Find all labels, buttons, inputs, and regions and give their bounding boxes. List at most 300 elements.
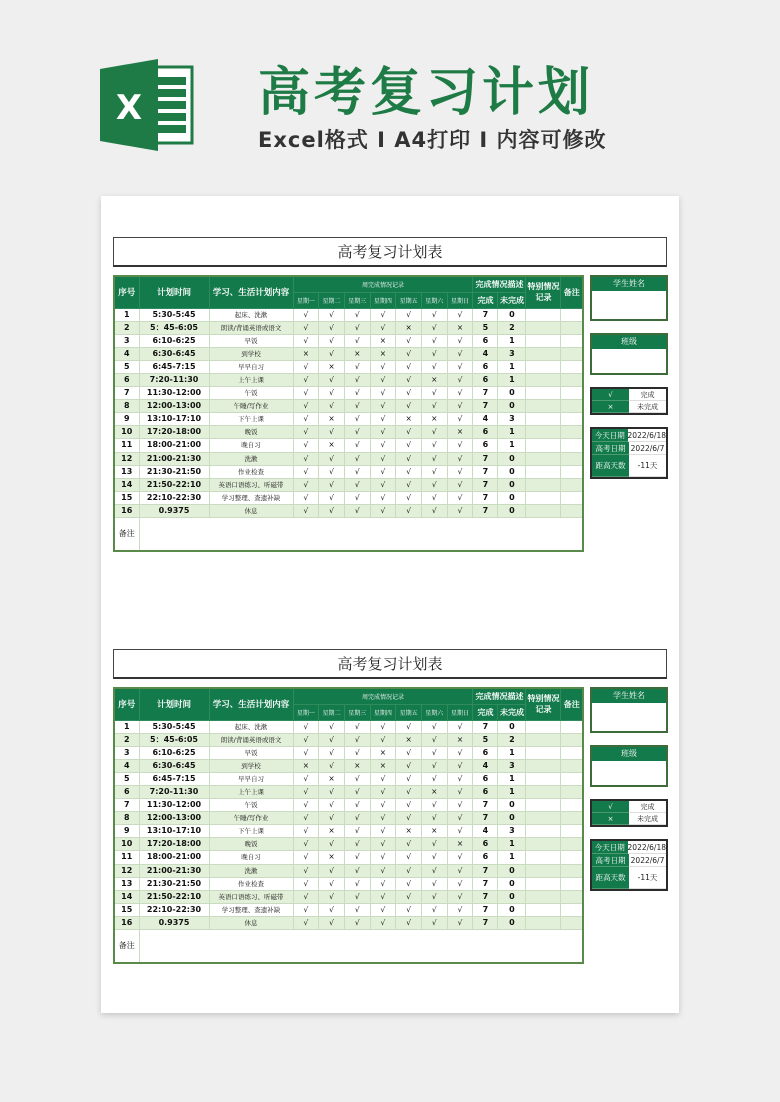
day-mark-cell[interactable]: √ xyxy=(421,733,447,746)
day-mark-cell[interactable]: √ xyxy=(447,864,473,877)
day-mark-cell[interactable]: × xyxy=(447,426,473,439)
content-cell[interactable]: 起床、洗漱 xyxy=(209,720,293,733)
day-mark-cell[interactable]: √ xyxy=(421,799,447,812)
time-cell[interactable]: 0.9375 xyxy=(139,916,209,929)
day-mark-cell[interactable]: √ xyxy=(396,334,422,347)
day-mark-cell[interactable]: √ xyxy=(421,851,447,864)
day-mark-cell[interactable]: √ xyxy=(396,373,422,386)
day-mark-cell[interactable]: √ xyxy=(370,373,396,386)
day-mark-cell[interactable]: √ xyxy=(319,334,345,347)
day-mark-cell[interactable]: √ xyxy=(421,452,447,465)
content-cell[interactable]: 学习整理、查遗补缺 xyxy=(209,903,293,916)
day-mark-cell[interactable]: √ xyxy=(447,746,473,759)
day-mark-cell[interactable]: √ xyxy=(370,877,396,890)
remark-cell[interactable] xyxy=(561,465,583,478)
day-mark-cell[interactable]: √ xyxy=(421,746,447,759)
day-mark-cell[interactable]: √ xyxy=(396,903,422,916)
day-mark-cell[interactable]: × xyxy=(421,373,447,386)
special-note-cell[interactable] xyxy=(526,347,561,360)
remark-cell[interactable] xyxy=(561,877,583,890)
day-mark-cell[interactable]: √ xyxy=(319,720,345,733)
day-mark-cell[interactable]: √ xyxy=(447,916,473,929)
special-note-cell[interactable] xyxy=(526,851,561,864)
day-mark-cell[interactable]: √ xyxy=(396,491,422,504)
day-mark-cell[interactable]: √ xyxy=(447,373,473,386)
time-cell[interactable]: 5：45-6:05 xyxy=(139,321,209,334)
day-mark-cell[interactable]: √ xyxy=(370,413,396,426)
day-mark-cell[interactable]: √ xyxy=(370,478,396,491)
time-cell[interactable]: 5：45-6:05 xyxy=(139,733,209,746)
day-mark-cell[interactable]: √ xyxy=(344,864,370,877)
day-mark-cell[interactable]: √ xyxy=(293,720,319,733)
remark-cell[interactable] xyxy=(561,387,583,400)
day-mark-cell[interactable]: √ xyxy=(293,864,319,877)
day-mark-cell[interactable]: √ xyxy=(447,334,473,347)
day-mark-cell[interactable]: √ xyxy=(344,916,370,929)
day-mark-cell[interactable]: √ xyxy=(319,759,345,772)
day-mark-cell[interactable]: √ xyxy=(319,877,345,890)
time-cell[interactable]: 13:10-17:10 xyxy=(139,413,209,426)
day-mark-cell[interactable]: √ xyxy=(447,465,473,478)
day-mark-cell[interactable]: √ xyxy=(293,772,319,785)
today-date-value[interactable]: 2022/6/18 xyxy=(627,843,666,852)
day-mark-cell[interactable]: √ xyxy=(370,851,396,864)
day-mark-cell[interactable]: √ xyxy=(293,334,319,347)
content-cell[interactable]: 早饭 xyxy=(209,334,293,347)
content-cell[interactable]: 学习整理、查遗补缺 xyxy=(209,491,293,504)
time-cell[interactable]: 22:10-22:30 xyxy=(139,903,209,916)
day-mark-cell[interactable]: √ xyxy=(319,465,345,478)
day-mark-cell[interactable]: √ xyxy=(344,720,370,733)
day-mark-cell[interactable]: √ xyxy=(293,439,319,452)
content-cell[interactable]: 英语口语练习、听磁带 xyxy=(209,478,293,491)
day-mark-cell[interactable]: √ xyxy=(344,400,370,413)
special-note-cell[interactable] xyxy=(526,864,561,877)
day-mark-cell[interactable]: √ xyxy=(447,478,473,491)
day-mark-cell[interactable]: √ xyxy=(396,400,422,413)
today-date-value[interactable]: 2022/6/18 xyxy=(627,431,666,440)
content-cell[interactable]: 洗漱 xyxy=(209,452,293,465)
time-cell[interactable]: 18:00-21:00 xyxy=(139,439,209,452)
day-mark-cell[interactable]: √ xyxy=(447,799,473,812)
day-mark-cell[interactable]: √ xyxy=(319,400,345,413)
time-cell[interactable]: 21:50-22:10 xyxy=(139,478,209,491)
time-cell[interactable]: 22:10-22:30 xyxy=(139,491,209,504)
content-cell[interactable]: 晚饭 xyxy=(209,426,293,439)
student-name-field[interactable] xyxy=(592,703,666,731)
day-mark-cell[interactable]: √ xyxy=(421,347,447,360)
day-mark-cell[interactable]: √ xyxy=(447,785,473,798)
day-mark-cell[interactable]: √ xyxy=(421,491,447,504)
day-mark-cell[interactable]: √ xyxy=(370,321,396,334)
day-mark-cell[interactable]: √ xyxy=(447,491,473,504)
note-field[interactable] xyxy=(139,930,583,963)
time-cell[interactable]: 5:30-5:45 xyxy=(139,308,209,321)
day-mark-cell[interactable]: × xyxy=(319,851,345,864)
day-mark-cell[interactable]: √ xyxy=(319,478,345,491)
day-mark-cell[interactable]: √ xyxy=(319,812,345,825)
remark-cell[interactable] xyxy=(561,491,583,504)
remark-cell[interactable] xyxy=(561,400,583,413)
day-mark-cell[interactable]: √ xyxy=(396,347,422,360)
day-mark-cell[interactable]: √ xyxy=(293,373,319,386)
day-mark-cell[interactable]: √ xyxy=(293,825,319,838)
day-mark-cell[interactable]: √ xyxy=(370,733,396,746)
content-cell[interactable]: 朗读/背诵英语或语文 xyxy=(209,733,293,746)
day-mark-cell[interactable]: √ xyxy=(396,785,422,798)
content-cell[interactable]: 下午上课 xyxy=(209,413,293,426)
special-note-cell[interactable] xyxy=(526,321,561,334)
day-mark-cell[interactable]: √ xyxy=(396,772,422,785)
day-mark-cell[interactable]: √ xyxy=(293,890,319,903)
day-mark-cell[interactable]: √ xyxy=(396,452,422,465)
day-mark-cell[interactable]: √ xyxy=(447,851,473,864)
content-cell[interactable]: 上午上课 xyxy=(209,373,293,386)
day-mark-cell[interactable]: √ xyxy=(344,504,370,517)
day-mark-cell[interactable]: √ xyxy=(344,308,370,321)
day-mark-cell[interactable]: √ xyxy=(293,903,319,916)
content-cell[interactable]: 洗漱 xyxy=(209,864,293,877)
day-mark-cell[interactable]: √ xyxy=(344,825,370,838)
day-mark-cell[interactable]: √ xyxy=(370,812,396,825)
remark-cell[interactable] xyxy=(561,903,583,916)
day-mark-cell[interactable]: √ xyxy=(370,890,396,903)
day-mark-cell[interactable]: √ xyxy=(293,916,319,929)
day-mark-cell[interactable]: √ xyxy=(344,452,370,465)
day-mark-cell[interactable]: √ xyxy=(319,903,345,916)
day-mark-cell[interactable]: × xyxy=(447,733,473,746)
remark-cell[interactable] xyxy=(561,347,583,360)
remark-cell[interactable] xyxy=(561,759,583,772)
day-mark-cell[interactable]: √ xyxy=(396,799,422,812)
exam-date-value[interactable]: 2022/6/7 xyxy=(630,444,665,453)
day-mark-cell[interactable]: √ xyxy=(370,799,396,812)
day-mark-cell[interactable]: √ xyxy=(447,387,473,400)
remark-cell[interactable] xyxy=(561,746,583,759)
content-cell[interactable]: 午饭 xyxy=(209,387,293,400)
time-cell[interactable]: 12:00-13:00 xyxy=(139,400,209,413)
special-note-cell[interactable] xyxy=(526,877,561,890)
day-mark-cell[interactable]: × xyxy=(293,347,319,360)
special-note-cell[interactable] xyxy=(526,308,561,321)
day-mark-cell[interactable]: √ xyxy=(344,799,370,812)
time-cell[interactable]: 5:30-5:45 xyxy=(139,720,209,733)
remark-cell[interactable] xyxy=(561,851,583,864)
day-mark-cell[interactable]: √ xyxy=(344,321,370,334)
day-mark-cell[interactable]: × xyxy=(344,759,370,772)
day-mark-cell[interactable]: √ xyxy=(447,877,473,890)
day-mark-cell[interactable]: √ xyxy=(344,465,370,478)
day-mark-cell[interactable]: √ xyxy=(370,360,396,373)
day-mark-cell[interactable]: √ xyxy=(293,785,319,798)
day-mark-cell[interactable]: √ xyxy=(293,321,319,334)
day-mark-cell[interactable]: √ xyxy=(344,746,370,759)
content-cell[interactable]: 早早自习 xyxy=(209,772,293,785)
day-mark-cell[interactable]: √ xyxy=(293,387,319,400)
day-mark-cell[interactable]: √ xyxy=(396,877,422,890)
special-note-cell[interactable] xyxy=(526,504,561,517)
day-mark-cell[interactable]: × xyxy=(421,785,447,798)
day-mark-cell[interactable]: √ xyxy=(344,733,370,746)
special-note-cell[interactable] xyxy=(526,812,561,825)
time-cell[interactable]: 6:10-6:25 xyxy=(139,334,209,347)
time-cell[interactable]: 11:30-12:00 xyxy=(139,799,209,812)
content-cell[interactable]: 下午上课 xyxy=(209,825,293,838)
day-mark-cell[interactable]: × xyxy=(370,746,396,759)
special-note-cell[interactable] xyxy=(526,746,561,759)
special-note-cell[interactable] xyxy=(526,890,561,903)
content-cell[interactable]: 早饭 xyxy=(209,746,293,759)
day-mark-cell[interactable]: √ xyxy=(370,504,396,517)
day-mark-cell[interactable]: √ xyxy=(447,825,473,838)
day-mark-cell[interactable]: √ xyxy=(370,903,396,916)
day-mark-cell[interactable]: √ xyxy=(421,465,447,478)
content-cell[interactable]: 作业检查 xyxy=(209,877,293,890)
day-mark-cell[interactable]: √ xyxy=(396,439,422,452)
day-mark-cell[interactable]: √ xyxy=(421,360,447,373)
day-mark-cell[interactable]: √ xyxy=(293,478,319,491)
day-mark-cell[interactable]: √ xyxy=(344,785,370,798)
day-mark-cell[interactable]: √ xyxy=(421,426,447,439)
special-note-cell[interactable] xyxy=(526,772,561,785)
day-mark-cell[interactable]: √ xyxy=(319,387,345,400)
remark-cell[interactable] xyxy=(561,785,583,798)
content-cell[interactable]: 朗读/背诵英语或语文 xyxy=(209,321,293,334)
day-mark-cell[interactable]: √ xyxy=(370,439,396,452)
special-note-cell[interactable] xyxy=(526,491,561,504)
day-mark-cell[interactable]: √ xyxy=(293,851,319,864)
time-cell[interactable]: 6:45-7:15 xyxy=(139,772,209,785)
day-mark-cell[interactable]: √ xyxy=(319,799,345,812)
content-cell[interactable]: 作业检查 xyxy=(209,465,293,478)
day-mark-cell[interactable]: √ xyxy=(421,838,447,851)
day-mark-cell[interactable]: √ xyxy=(319,838,345,851)
special-note-cell[interactable] xyxy=(526,439,561,452)
day-mark-cell[interactable]: × xyxy=(421,413,447,426)
day-mark-cell[interactable]: √ xyxy=(396,465,422,478)
day-mark-cell[interactable]: √ xyxy=(396,426,422,439)
special-note-cell[interactable] xyxy=(526,733,561,746)
day-mark-cell[interactable]: × xyxy=(319,360,345,373)
day-mark-cell[interactable]: √ xyxy=(447,452,473,465)
day-mark-cell[interactable]: √ xyxy=(421,439,447,452)
day-mark-cell[interactable]: √ xyxy=(370,387,396,400)
content-cell[interactable]: 到学校 xyxy=(209,759,293,772)
day-mark-cell[interactable]: √ xyxy=(396,478,422,491)
day-mark-cell[interactable]: √ xyxy=(396,360,422,373)
day-mark-cell[interactable]: × xyxy=(396,413,422,426)
content-cell[interactable]: 早早自习 xyxy=(209,360,293,373)
content-cell[interactable]: 晚饭 xyxy=(209,838,293,851)
time-cell[interactable]: 11:30-12:00 xyxy=(139,387,209,400)
day-mark-cell[interactable]: √ xyxy=(421,903,447,916)
time-cell[interactable]: 21:30-21:50 xyxy=(139,465,209,478)
time-cell[interactable]: 21:00-21:30 xyxy=(139,864,209,877)
day-mark-cell[interactable]: √ xyxy=(396,387,422,400)
student-name-field[interactable] xyxy=(592,291,666,319)
day-mark-cell[interactable]: √ xyxy=(396,504,422,517)
day-mark-cell[interactable]: √ xyxy=(370,772,396,785)
day-mark-cell[interactable]: √ xyxy=(396,308,422,321)
remark-cell[interactable] xyxy=(561,733,583,746)
day-mark-cell[interactable]: √ xyxy=(421,877,447,890)
day-mark-cell[interactable]: √ xyxy=(421,387,447,400)
day-mark-cell[interactable]: √ xyxy=(344,334,370,347)
time-cell[interactable]: 6:45-7:15 xyxy=(139,360,209,373)
time-cell[interactable]: 21:00-21:30 xyxy=(139,452,209,465)
day-mark-cell[interactable]: × xyxy=(447,321,473,334)
remark-cell[interactable] xyxy=(561,720,583,733)
note-field[interactable] xyxy=(139,518,583,551)
day-mark-cell[interactable]: √ xyxy=(447,504,473,517)
day-mark-cell[interactable]: × xyxy=(293,759,319,772)
day-mark-cell[interactable]: √ xyxy=(396,916,422,929)
day-mark-cell[interactable]: √ xyxy=(447,903,473,916)
day-mark-cell[interactable]: √ xyxy=(319,916,345,929)
day-mark-cell[interactable]: √ xyxy=(344,478,370,491)
day-mark-cell[interactable]: √ xyxy=(370,400,396,413)
day-mark-cell[interactable]: × xyxy=(319,825,345,838)
day-mark-cell[interactable]: √ xyxy=(421,334,447,347)
time-cell[interactable]: 18:00-21:00 xyxy=(139,851,209,864)
content-cell[interactable]: 到学校 xyxy=(209,347,293,360)
day-mark-cell[interactable]: √ xyxy=(319,373,345,386)
day-mark-cell[interactable]: √ xyxy=(370,864,396,877)
remark-cell[interactable] xyxy=(561,321,583,334)
day-mark-cell[interactable]: √ xyxy=(319,347,345,360)
day-mark-cell[interactable]: √ xyxy=(370,465,396,478)
remark-cell[interactable] xyxy=(561,504,583,517)
day-mark-cell[interactable]: √ xyxy=(447,890,473,903)
day-mark-cell[interactable]: √ xyxy=(293,360,319,373)
day-mark-cell[interactable]: √ xyxy=(396,720,422,733)
special-note-cell[interactable] xyxy=(526,334,561,347)
special-note-cell[interactable] xyxy=(526,452,561,465)
day-mark-cell[interactable]: √ xyxy=(370,308,396,321)
day-mark-cell[interactable]: √ xyxy=(344,890,370,903)
remark-cell[interactable] xyxy=(561,413,583,426)
day-mark-cell[interactable]: √ xyxy=(319,321,345,334)
day-mark-cell[interactable]: √ xyxy=(396,759,422,772)
day-mark-cell[interactable]: √ xyxy=(344,426,370,439)
day-mark-cell[interactable]: √ xyxy=(370,785,396,798)
day-mark-cell[interactable]: √ xyxy=(319,426,345,439)
day-mark-cell[interactable]: × xyxy=(319,439,345,452)
content-cell[interactable]: 午睡/写作业 xyxy=(209,812,293,825)
remark-cell[interactable] xyxy=(561,838,583,851)
day-mark-cell[interactable]: √ xyxy=(447,413,473,426)
day-mark-cell[interactable]: √ xyxy=(319,785,345,798)
day-mark-cell[interactable]: × xyxy=(319,772,345,785)
special-note-cell[interactable] xyxy=(526,373,561,386)
day-mark-cell[interactable]: √ xyxy=(344,373,370,386)
special-note-cell[interactable] xyxy=(526,838,561,851)
day-mark-cell[interactable]: √ xyxy=(293,812,319,825)
special-note-cell[interactable] xyxy=(526,478,561,491)
day-mark-cell[interactable]: √ xyxy=(319,452,345,465)
time-cell[interactable]: 21:50-22:10 xyxy=(139,890,209,903)
class-field[interactable] xyxy=(592,761,666,785)
day-mark-cell[interactable]: √ xyxy=(447,439,473,452)
content-cell[interactable]: 上午上课 xyxy=(209,785,293,798)
time-cell[interactable]: 17:20-18:00 xyxy=(139,426,209,439)
day-mark-cell[interactable]: √ xyxy=(293,877,319,890)
day-mark-cell[interactable]: × xyxy=(396,825,422,838)
time-cell[interactable]: 12:00-13:00 xyxy=(139,812,209,825)
special-note-cell[interactable] xyxy=(526,785,561,798)
day-mark-cell[interactable]: × xyxy=(421,825,447,838)
class-field[interactable] xyxy=(592,349,666,373)
day-mark-cell[interactable]: × xyxy=(344,347,370,360)
day-mark-cell[interactable]: √ xyxy=(344,491,370,504)
day-mark-cell[interactable]: × xyxy=(396,733,422,746)
day-mark-cell[interactable]: √ xyxy=(293,733,319,746)
exam-date-value[interactable]: 2022/6/7 xyxy=(630,856,665,865)
day-mark-cell[interactable]: √ xyxy=(344,360,370,373)
day-mark-cell[interactable]: √ xyxy=(447,308,473,321)
day-mark-cell[interactable]: √ xyxy=(421,308,447,321)
day-mark-cell[interactable]: √ xyxy=(319,491,345,504)
content-cell[interactable]: 午饭 xyxy=(209,799,293,812)
day-mark-cell[interactable]: √ xyxy=(370,720,396,733)
day-mark-cell[interactable]: √ xyxy=(293,838,319,851)
day-mark-cell[interactable]: √ xyxy=(370,825,396,838)
day-mark-cell[interactable]: × xyxy=(447,838,473,851)
day-mark-cell[interactable]: √ xyxy=(396,864,422,877)
day-mark-cell[interactable]: √ xyxy=(370,452,396,465)
day-mark-cell[interactable]: √ xyxy=(293,746,319,759)
special-note-cell[interactable] xyxy=(526,825,561,838)
content-cell[interactable]: 起床、洗漱 xyxy=(209,308,293,321)
day-mark-cell[interactable]: √ xyxy=(421,916,447,929)
day-mark-cell[interactable]: √ xyxy=(344,812,370,825)
day-mark-cell[interactable]: √ xyxy=(319,504,345,517)
day-mark-cell[interactable]: √ xyxy=(344,413,370,426)
day-mark-cell[interactable]: √ xyxy=(396,812,422,825)
day-mark-cell[interactable]: √ xyxy=(421,504,447,517)
special-note-cell[interactable] xyxy=(526,916,561,929)
day-mark-cell[interactable]: √ xyxy=(293,504,319,517)
special-note-cell[interactable] xyxy=(526,413,561,426)
day-mark-cell[interactable]: × xyxy=(370,347,396,360)
day-mark-cell[interactable]: √ xyxy=(447,812,473,825)
remark-cell[interactable] xyxy=(561,334,583,347)
content-cell[interactable]: 英语口语练习、听磁带 xyxy=(209,890,293,903)
day-mark-cell[interactable]: √ xyxy=(293,400,319,413)
time-cell[interactable]: 6:10-6:25 xyxy=(139,746,209,759)
day-mark-cell[interactable]: √ xyxy=(370,491,396,504)
day-mark-cell[interactable]: √ xyxy=(421,400,447,413)
day-mark-cell[interactable]: √ xyxy=(421,759,447,772)
content-cell[interactable]: 晚自习 xyxy=(209,439,293,452)
day-mark-cell[interactable]: √ xyxy=(344,851,370,864)
day-mark-cell[interactable]: √ xyxy=(447,759,473,772)
day-mark-cell[interactable]: √ xyxy=(293,426,319,439)
day-mark-cell[interactable]: √ xyxy=(421,890,447,903)
day-mark-cell[interactable]: √ xyxy=(447,720,473,733)
day-mark-cell[interactable]: √ xyxy=(396,838,422,851)
day-mark-cell[interactable]: √ xyxy=(319,746,345,759)
time-cell[interactable]: 0.9375 xyxy=(139,504,209,517)
remark-cell[interactable] xyxy=(561,478,583,491)
day-mark-cell[interactable]: × xyxy=(396,321,422,334)
day-mark-cell[interactable]: √ xyxy=(293,452,319,465)
day-mark-cell[interactable]: √ xyxy=(344,387,370,400)
day-mark-cell[interactable]: √ xyxy=(421,772,447,785)
special-note-cell[interactable] xyxy=(526,720,561,733)
remark-cell[interactable] xyxy=(561,825,583,838)
content-cell[interactable]: 休息 xyxy=(209,504,293,517)
